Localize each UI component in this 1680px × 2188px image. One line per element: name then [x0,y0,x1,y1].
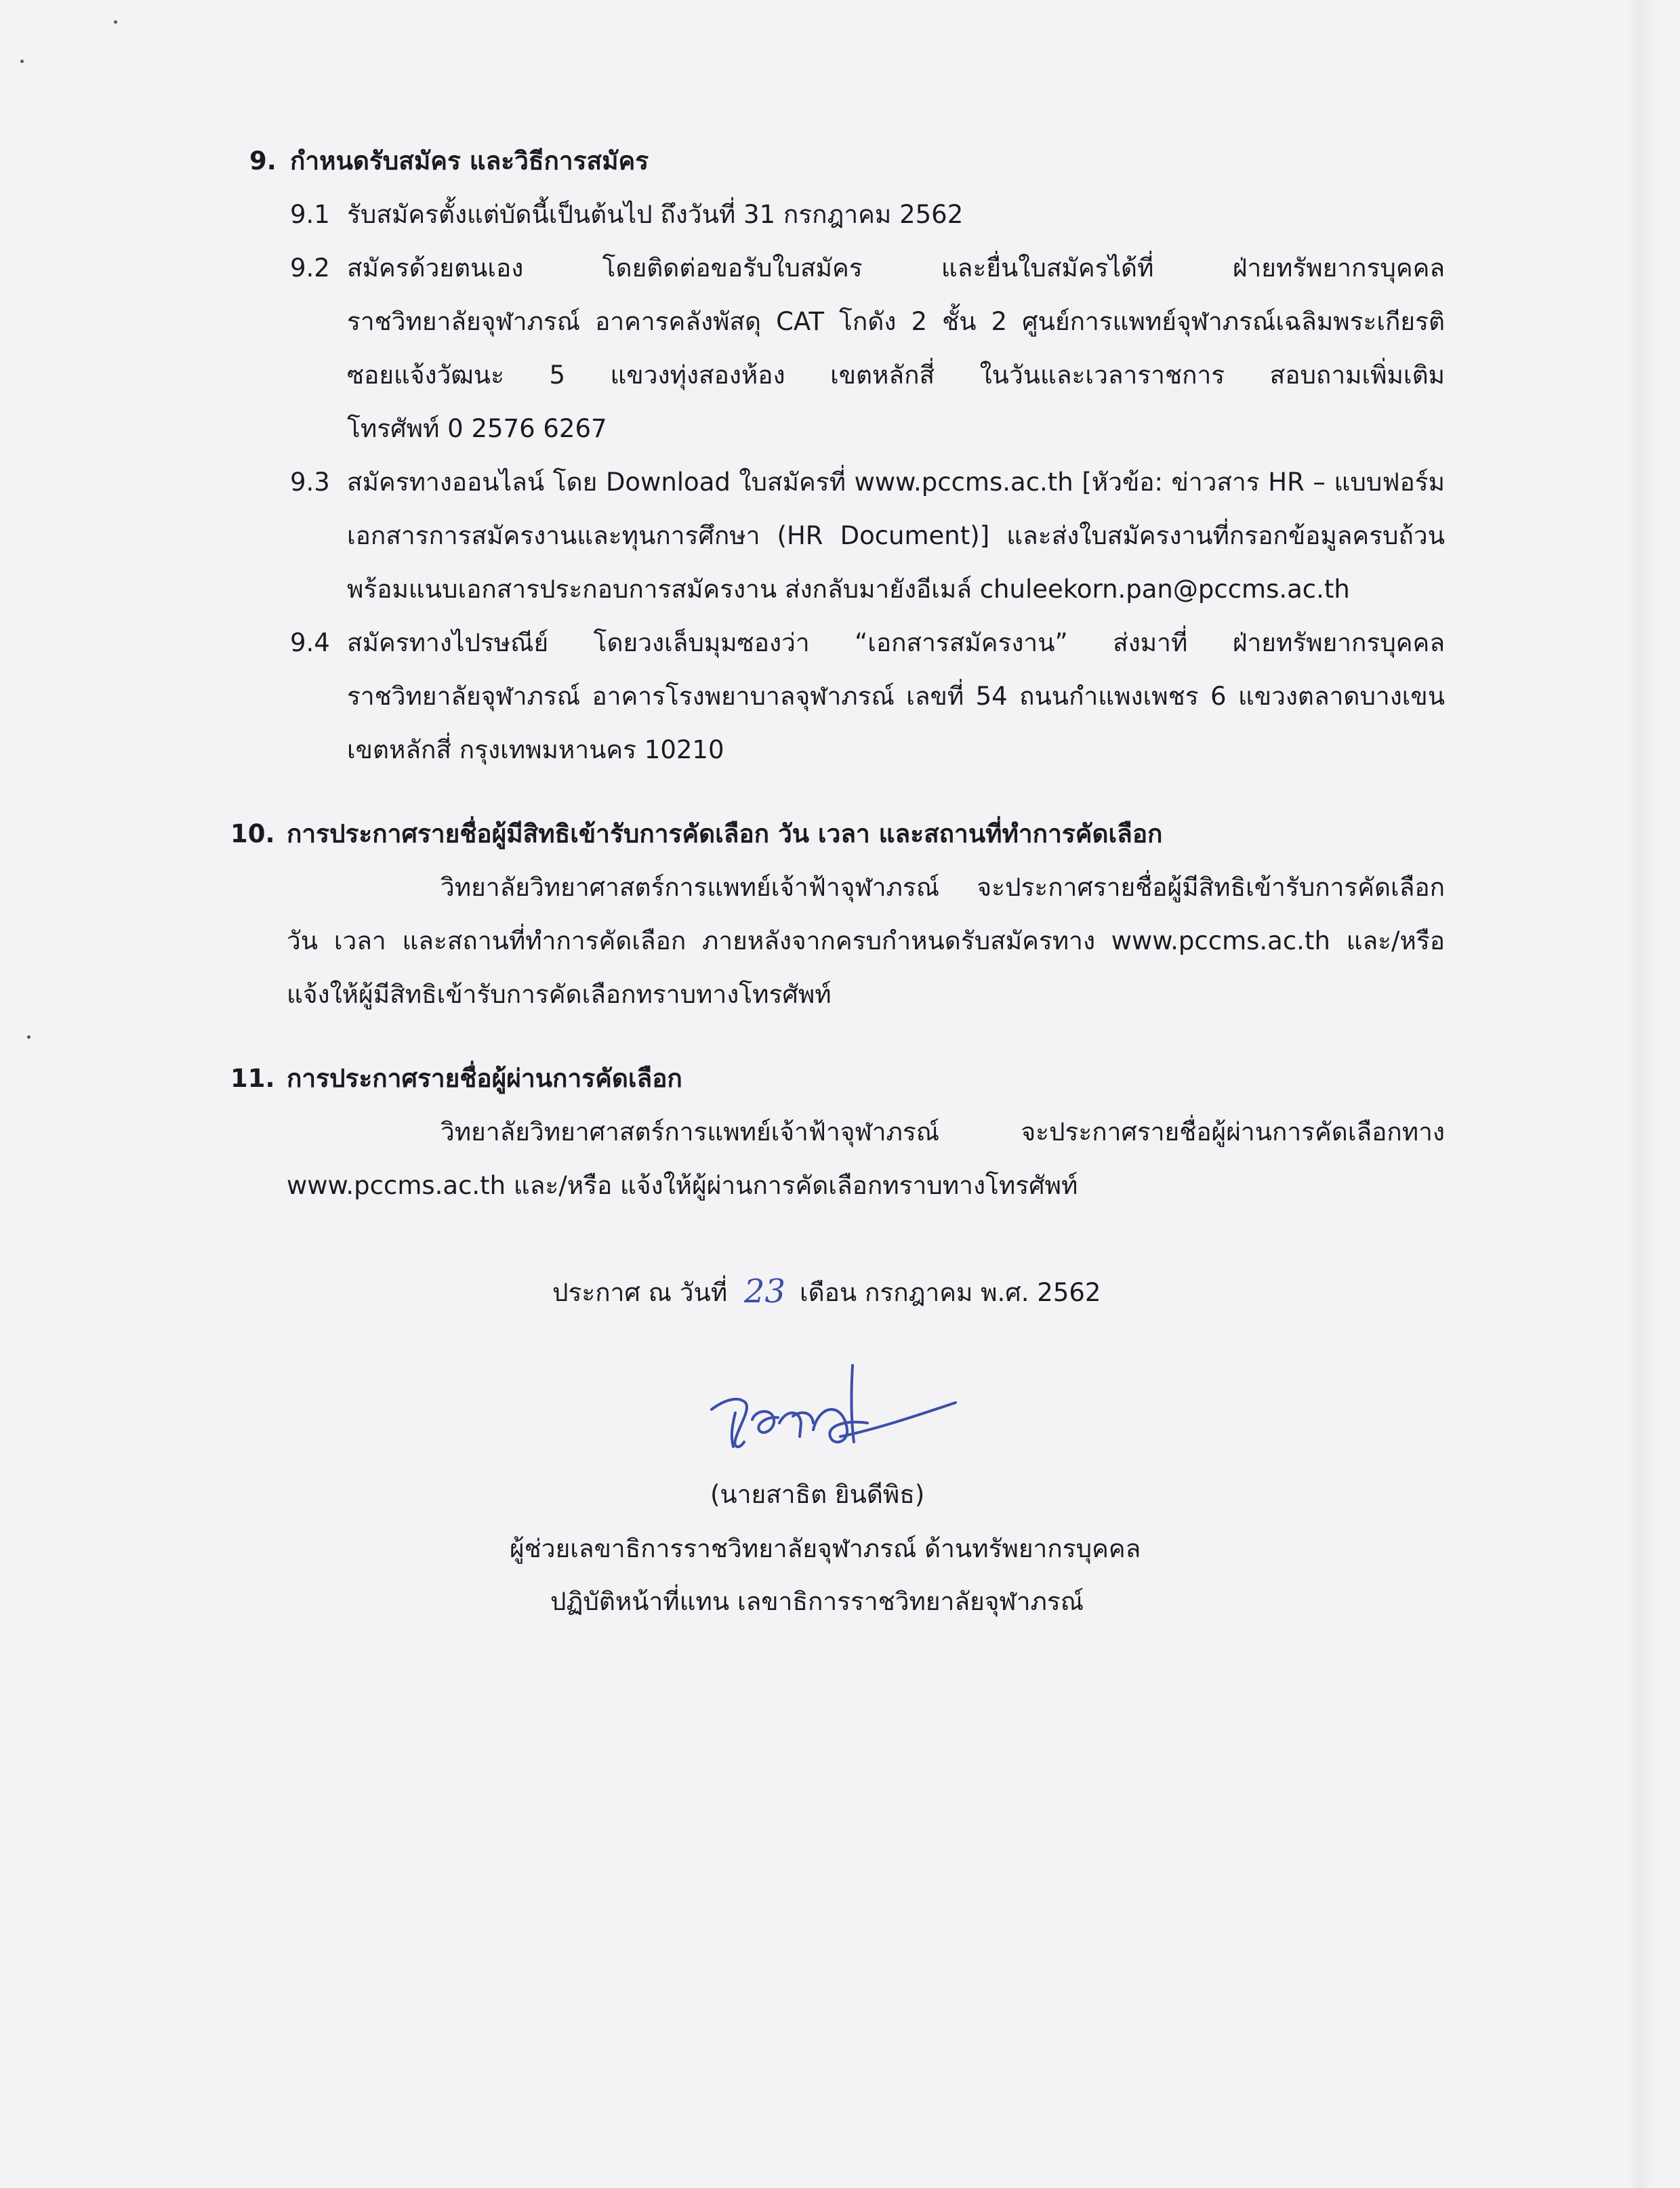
announcement-prefix: ประกาศ ณ วันที่ [552,1278,728,1307]
signatory-name: (นายสาธิต ยินดีพิธ) [710,1480,925,1509]
scan-speck [27,1035,30,1039]
item-9-2-number: 9.2 [290,253,330,283]
section-11-line: วิทยาลัยวิทยาศาสตร์การแพทย์เจ้าฟ้าจุฬาภรณ์ จะประกาศรายชื่อผู้ผ่านการคัดเลือกทาง [441,1117,1445,1147]
item-9-3-line: พร้อมแนบเอกสารประกอบการสมัครงาน ส่งกลับมายังอีเมล์ chuleekorn.pan@pccms.ac.th [347,575,1350,604]
item-9-2-line: สมัครด้วยตนเอง โดยติดต่อขอรับใบสมัคร และยื่นใบสมัครได้ที่ ฝ่ายทรัพยากรบุคคล [347,253,1445,283]
item-9-2-line: โทรศัพท์ 0 2576 6267 [347,414,607,443]
section-11-line: www.pccms.ac.th และ/หรือ แจ้งให้ผู้ผ่านการคัดเลือกทราบทางโทรศัพท์ [287,1171,1078,1200]
signatory-position-1: ผู้ช่วยเลขาธิการราชวิทยาลัยจุฬาภรณ์ ด้านทรัพยากรบุคคล [510,1534,1141,1563]
section-10-line: วัน เวลา และสถานที่ทำการคัดเลือก ภายหลังจากครบกำหนดรับสมัครทาง www.pccms.ac.th และ/หรือ [287,926,1445,955]
item-9-4-line: เขตหลักสี่ กรุงเทพมหานคร 10210 [347,735,724,764]
scan-speck [114,20,117,24]
section-10-line: วิทยาลัยวิทยาศาสตร์การแพทย์เจ้าฟ้าจุฬาภรณ์ จะประกาศรายชื่อผู้มีสิทธิเข้ารับการคัดเลือก [441,873,1445,902]
signatory-position-2: ปฏิบัติหน้าที่แทน เลขาธิการราชวิทยาลัยจุฬาภรณ์ [550,1587,1084,1616]
item-9-4-line: สมัครทางไปรษณีย์ โดยวงเล็บมุมซองว่า “เอกสารสมัครงาน” ส่งมาที่ ฝ่ายทรัพยากรบุคคล [347,628,1445,657]
item-9-4-line: ราชวิทยาลัยจุฬาภรณ์ อาคารโรงพยาบาลจุฬาภรณ์ เลขที่ 54 ถนนกำแพงเพชร 6 แขวงตลาดบางเขน [347,682,1445,711]
section-9-number: 9. [249,146,276,176]
item-9-2-line: ซอยแจ้งวัฒนะ 5 แขวงทุ่งสองห้อง เขตหลักสี่ ในวันและเวลาราชการ สอบถามเพิ่มเติม [347,360,1445,390]
handwritten-day: 23 [744,1273,786,1310]
item-9-4-number: 9.4 [290,628,330,657]
item-9-2-line: ราชวิทยาลัยจุฬาภรณ์ อาคารคลังพัสดุ CAT โกดัง 2 ชั้น 2 ศูนย์การแพทย์จุฬาภรณ์เฉลิมพระเกียรติ [347,307,1445,336]
item-9-1-line: รับสมัครตั้งแต่บัดนี้เป็นต้นไป ถึงวันที่ 31 กรกฎาคม 2562 [347,200,964,229]
section-10-line: แจ้งให้ผู้มีสิทธิเข้ารับการคัดเลือกทราบทางโทรศัพท์ [287,980,832,1009]
announcement-suffix: เดือน กรกฎาคม พ.ศ. 2562 [800,1278,1101,1307]
section-11-title: การประกาศรายชื่อผู้ผ่านการคัดเลือก [287,1064,682,1093]
item-9-3-line: สมัครทางออนไลน์ โดย Download ใบสมัครที่ www.pccms.ac.th [หัวข้อ: ข่าวสาร HR – แบบฟอร์ม [347,468,1445,497]
item-9-3-line: เอกสารการสมัครงานและทุนการศึกษา (HR Document)] และส่งใบสมัครงานที่กรอกข้อมูลครบถ้วน [347,521,1445,550]
section-9-title: กำหนดรับสมัคร และวิธีการสมัคร [290,146,649,176]
section-11-number: 11. [230,1064,275,1093]
section-10-title: การประกาศรายชื่อผู้มีสิทธิเข้ารับการคัดเลือก วัน เวลา และสถานที่ทำการคัดเลือก [287,819,1163,848]
scan-speck [20,60,24,63]
section-10-number: 10. [230,819,275,848]
item-9-1-number: 9.1 [290,200,330,229]
item-9-3-number: 9.3 [290,468,330,497]
